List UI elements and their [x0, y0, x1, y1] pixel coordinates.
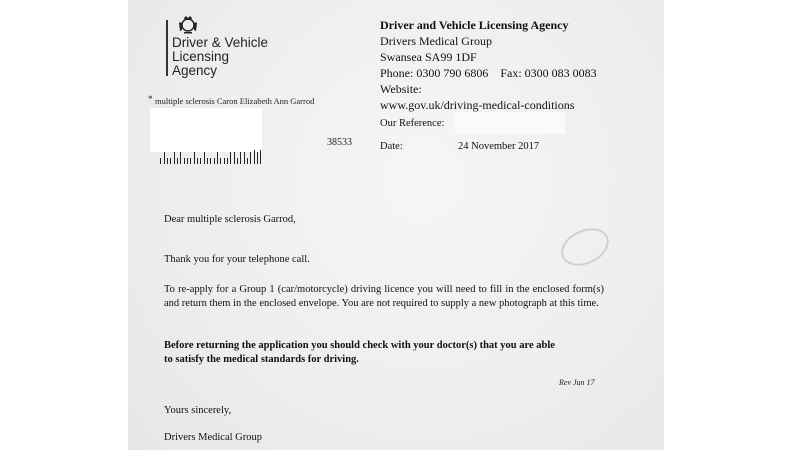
barcode-bar [227, 158, 228, 164]
logo-line-2: Licensing [172, 49, 230, 64]
recipient-code: 38533 [327, 137, 352, 148]
sender-dept: Drivers Medical Group [380, 34, 492, 48]
barcode-bar [207, 158, 208, 164]
barcode-bar [164, 152, 165, 164]
sender-city: Swansea SA99 1DF [380, 50, 477, 64]
barcode-bar [214, 158, 215, 164]
barcode-bar [190, 158, 191, 164]
barcode-bar [177, 158, 178, 164]
barcode-bar [194, 152, 195, 164]
barcode-bar [230, 152, 231, 164]
barcode-bar [220, 158, 221, 164]
logo-line-3: Agency [172, 63, 218, 78]
revision-note: Rev Jun 17 [559, 378, 595, 387]
barcode-bar [257, 152, 258, 164]
barcode-bar [180, 152, 181, 164]
barcode-bar [237, 158, 238, 164]
barcode-bar [217, 152, 218, 164]
our-reference-label: Our Reference: [380, 118, 445, 129]
barcode-bar [187, 158, 188, 164]
date-value: 24 November 2017 [458, 141, 540, 152]
letter-bold-notice [164, 339, 604, 367]
barcode-bar [244, 152, 245, 164]
redacted-reference [455, 112, 565, 134]
royal-crest-icon [177, 13, 199, 35]
letter-closing: Yours sincerely, [164, 405, 232, 416]
barcode-bar [224, 158, 225, 164]
redacted-address [150, 108, 262, 152]
sender-name: Driver and Vehicle Licensing Agency [380, 18, 569, 32]
barcode-bar [170, 158, 171, 164]
sender-website: www.gov.uk/driving-medical-conditions [380, 98, 575, 112]
agency-logo [172, 36, 268, 78]
bold-notice-line-2: to satisfy the medical standards for driving. [164, 354, 359, 365]
sender-address [380, 17, 597, 113]
barcode-bar [260, 150, 261, 164]
barcode-bar [234, 152, 235, 164]
sender-phone-fax: Phone: 0300 790 6806 Fax: 0300 083 0083 [380, 66, 597, 80]
barcode-bar [197, 158, 198, 164]
recipient-mark: * [148, 94, 153, 104]
letter-signoff: Drivers Medical Group [164, 432, 262, 443]
barcode-bar [174, 152, 175, 164]
date-label: Date: [380, 141, 403, 152]
barcode-bar [200, 158, 201, 164]
recipient-name: multiple sclerosis Caron Elizabeth Ann Garrod [155, 96, 315, 106]
barcode-bar [254, 150, 255, 164]
barcode-bar [160, 158, 161, 164]
postal-barcode [160, 150, 263, 164]
sender-website-label: Website: [380, 82, 422, 96]
letter-greeting: Dear multiple sclerosis Garrod, [164, 214, 296, 225]
logo-divider [166, 20, 168, 76]
barcode-bar [167, 158, 168, 164]
barcode-bar [250, 152, 251, 164]
bold-notice-line-1: Before returning the application you should check with your doctor(s) that you are able [164, 340, 555, 351]
barcode-bar [204, 152, 205, 164]
barcode-bar [247, 158, 248, 164]
letter-thanks: Thank you for your telephone call. [164, 254, 310, 265]
letter-main-paragraph: To re-apply for a Group 1 (car/motorcycle) driving licence you will need to fill in the enclosed form(s) and return them in the enclosed envelope. You are not required to supply a new photograph at this time. [164, 284, 604, 309]
barcode-bar [210, 158, 211, 164]
logo-line-1: Driver & Vehicle [172, 35, 269, 50]
barcode-bar [184, 158, 185, 164]
barcode-bar [240, 152, 241, 164]
